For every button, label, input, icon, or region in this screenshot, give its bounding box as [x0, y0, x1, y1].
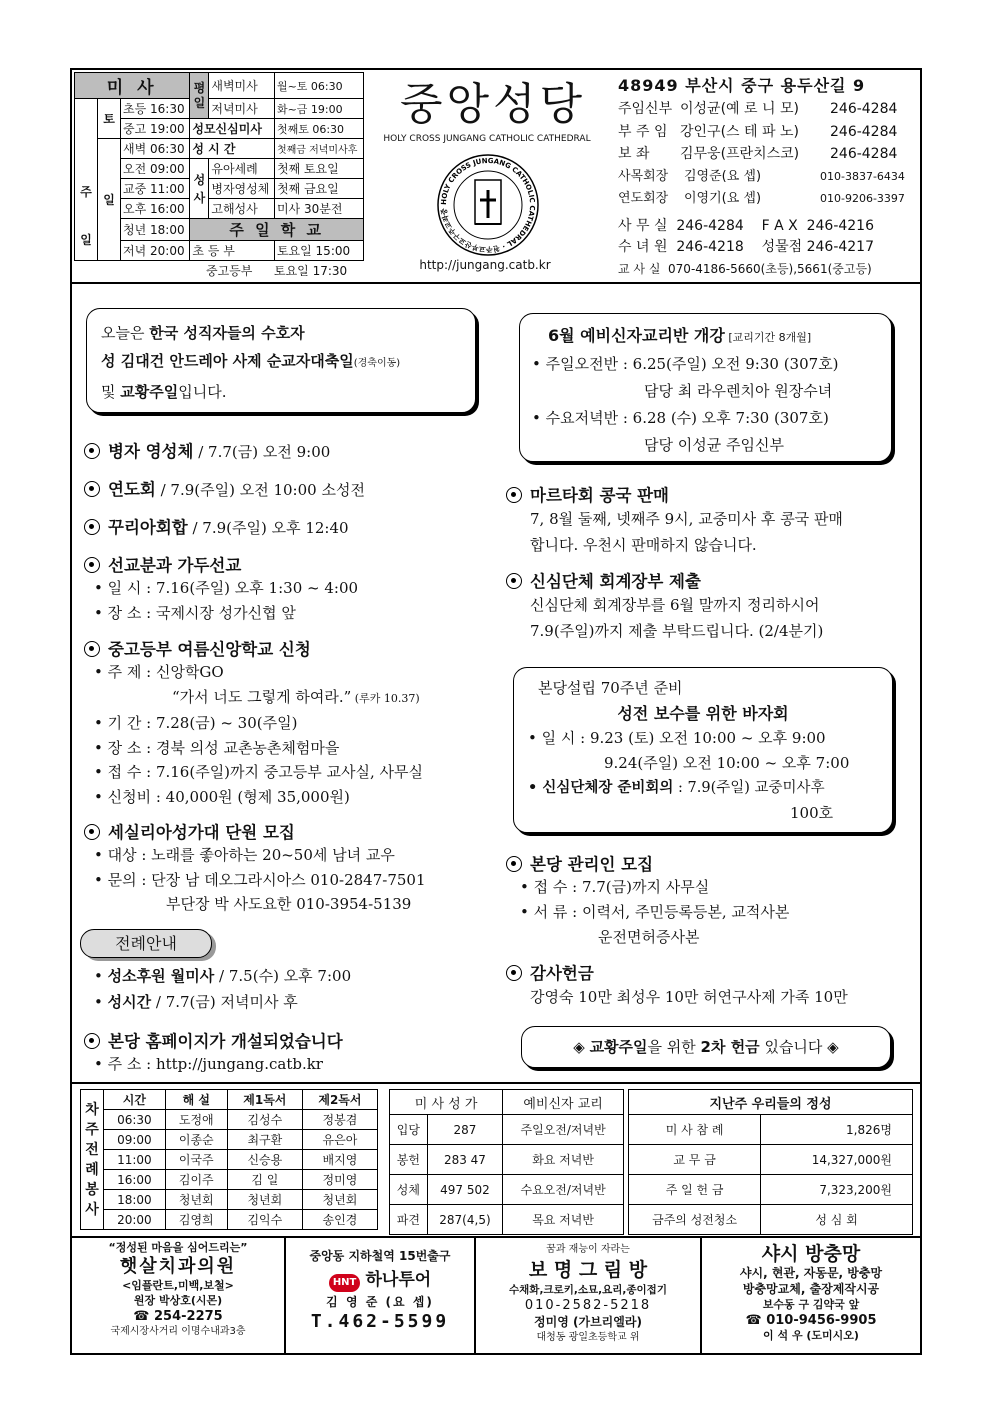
- school-time-1: 토요일 15:00: [274, 241, 363, 261]
- liturgy-vocation-mass: • 성소후원 월미사 / 7.5(수) 오후 7:00: [94, 967, 352, 985]
- manager-documents-2: 운전면허증사본: [598, 928, 700, 946]
- bullet-icon: [84, 1033, 100, 1049]
- bazaar-subtitle: 본당설립 70주년 준비: [538, 679, 683, 697]
- header-divider: [70, 282, 922, 284]
- offering-table: [628, 1089, 913, 1235]
- notice-manager-title: 본당 관리인 모집: [506, 851, 906, 875]
- catechumen-box: 6월 예비신자교리반 개강 [교리기간 8개월] • 주일오전반 : 6.25(주일) 오전 9:30 (307호) 담당 최 라우렌치아 원장수녀 • 수요저녁반 : 6.28 (수) 오후 7:30 (307호) 담당 이성균 주임신부: [519, 313, 892, 462]
- liturgy-holy-hour: • 성시간 / 7.7(금) 저녁미사 후: [94, 993, 298, 1011]
- service-header: 시간: [104, 1090, 166, 1110]
- staff-row: 사목회장 김영준(요 셉) 010-3837-6434: [618, 168, 905, 184]
- bullet-icon: [84, 443, 100, 459]
- bullet-icon: [506, 965, 522, 981]
- sat-row-2: 중고 19:00: [121, 119, 190, 139]
- sacrament-time-2: 첫째 금요일: [274, 179, 363, 199]
- choir-contact: • 문의 : 단장 남 데오그라시아스 010-2847-7501: [94, 870, 426, 889]
- bullet-icon: [84, 641, 100, 657]
- martha-line-2: 합니다. 우천시 판매하지 않습니다.: [530, 536, 757, 554]
- church-logo: [433, 150, 543, 260]
- service-header: 제1독서: [227, 1090, 302, 1110]
- service-side-label: 차 주 전 례 봉 사: [81, 1090, 104, 1230]
- footer-divider: [70, 1082, 922, 1084]
- table-row: 금주의 성전청소 성 심 회: [629, 1205, 913, 1235]
- offering-title: 지난주 우리들의 정성: [629, 1090, 913, 1115]
- catechumen-sunday-staff: 담당 최 라우렌치아 원장수녀: [644, 382, 833, 400]
- staff-list: [618, 98, 905, 211]
- saturday-label: 토: [98, 99, 121, 139]
- sacrament-time-1: 첫째 토요일: [274, 159, 363, 179]
- service-header: 제2독서: [302, 1090, 377, 1110]
- ledger-line-1: 신심단체 회계장부를 6월 말까지 정리하시어: [530, 596, 820, 614]
- staff-row: 연도회장 이영기(요 셉) 010-9206-3397: [618, 191, 905, 206]
- right-column-bottom: [506, 851, 906, 1011]
- table-row: 16:00 김이주 김 일 정미영: [81, 1170, 378, 1190]
- summer-register: • 접 수 : 7.16(주일)까지 중고등부 교사실, 사무실: [94, 763, 423, 781]
- summer-fee: • 신청비 : 40,000원 (형제 35,000원): [94, 787, 350, 806]
- sunday-label: 주 일: [75, 99, 98, 261]
- school-name-1: 초 등 부: [190, 241, 275, 261]
- mass-title: 미 사: [75, 73, 190, 99]
- bazaar-meeting: • 신심단체장 준비회의 : 7.9(주일) 교중미사후: [528, 780, 825, 796]
- sat-row-1: 초등 16:30: [121, 99, 190, 119]
- notice-memorial: 연도회 / 7.9(주일) 오전 10:00 소성전: [84, 476, 494, 500]
- sun-row-2: 오전 09:00: [121, 159, 190, 179]
- summer-period: • 기 간 : 7.28(금) ~ 30(주일): [94, 714, 298, 732]
- school-row-2: 중고등부 토요일 17:30: [206, 264, 348, 278]
- notice-curia: 꾸리아회합 / 7.9(주일) 오후 12:40: [84, 514, 494, 538]
- summer-quote: “가서 너도 그렇게 하여라.” (루카 10.37): [172, 687, 420, 706]
- staff-row: 부 주 임 강인구(스 테 파 노) 246-4284: [618, 123, 898, 140]
- holy-hour-name: 성 시 간: [190, 139, 275, 159]
- notice-ledger-title: 신심단체 회계장부 제출: [506, 568, 906, 592]
- summer-theme: • 주 제 : 신앙학GO: [94, 663, 224, 681]
- ad-window-screen: 샤시 방충망 샤시, 현관, 자동문, 방충망 방충망교체, 출장제작시공 보수동 구 김약국 앞 ☎ 010-9456-9905 이 석 우 (도미시오): [702, 1238, 920, 1353]
- holy-mass-name: 성모신심미사: [190, 119, 275, 139]
- notice-choir-title: 세실리아성가대 단원 모집: [84, 819, 494, 843]
- bazaar-room: 100호: [790, 804, 834, 822]
- ad-art-studio: 꿈과 재능이 자라는 보 명 그 림 방 수채화,크로키,소묘,요리,종이접기 010-2582-5218 정미영 (가브리엘라) 대청동 광일초등학교 위: [476, 1238, 702, 1353]
- right-column-top: [506, 482, 906, 644]
- bazaar-date-2: 9.24(주일) 오전 10:00 ~ 오후 7:00: [604, 754, 850, 772]
- table-row: 봉헌 283 47 화요 저녁반: [390, 1145, 624, 1175]
- sacrament-name-3: 고해성사: [209, 199, 275, 219]
- bullet-icon: [506, 573, 522, 589]
- sacrament-label: 성 사: [190, 159, 209, 219]
- sacrament-time-3: 미사 30분전: [274, 199, 363, 219]
- weekday-time-2: 화~금 19:00: [274, 99, 363, 119]
- travel-logo: HNT 하나투어: [286, 1270, 474, 1292]
- staff-row: 보 좌 김무웅(프란치스코) 246-4284: [618, 146, 898, 162]
- bullet-icon: [84, 824, 100, 840]
- liturgy-list: [94, 963, 351, 1015]
- intro-box: 오늘은 한국 성직자들의 수호자 성 김대건 안드레아 사제 순교자대축일(경축이동) 및 교황주일입니다.: [86, 308, 476, 413]
- notice-martha-title: 마르타회 콩국 판매: [506, 482, 906, 506]
- notice-mission-title: 선교분과 가두선교: [84, 552, 494, 576]
- ledger-line-2: 7.9(주일)까지 제출 부탁드립니다. (2/4분기): [530, 622, 824, 640]
- homepage-title: 본당 홈페이지가 개설되었습니다: [108, 1032, 343, 1051]
- catechumen-wednesday-staff: 담당 이성균 주임신부: [644, 436, 784, 454]
- notice-thanks-title: 감사헌금: [506, 960, 906, 984]
- office-phone: 사 무 실 246-4284 F A X 246-4216: [618, 218, 874, 234]
- table-row: 입당 287 주일오전/저녁반: [390, 1115, 624, 1145]
- table-row: 교 무 금 14,327,000원: [629, 1145, 913, 1175]
- catechumen-title: 6월 예비신자교리반 개강: [548, 326, 725, 345]
- sacrament-name-1: 유아세례: [209, 159, 275, 179]
- sunday-school-title: 주 일 학 교: [190, 219, 364, 241]
- bazaar-date-1: • 일 시 : 9.23 (토) 오전 10:00 ~ 오후 9:00: [528, 729, 826, 747]
- bazaar-box: [513, 667, 893, 833]
- choir-target: • 대상 : 노래를 좋아하는 20~50세 남녀 교우: [94, 846, 395, 864]
- ads-row: [72, 1238, 920, 1353]
- church-name: 중앙성당: [399, 79, 586, 130]
- ad-dental: “정성된 마음을 심어드리는” 햇살치과의원 <임플란트,미백,보철> 원장 박상호(시몬) ☎ 254-2275 국제시장사거리 이명수내과3층: [72, 1238, 286, 1353]
- notice-sick-communion: 병자 영성체 / 7.7(금) 오전 9:00: [84, 438, 494, 462]
- summer-place: • 장 소 : 경북 의성 교촌농촌체험마을: [94, 738, 340, 757]
- weekday-name-1: 새벽미사: [209, 73, 275, 99]
- choir-contact-2: 부단장 박 사도요한 010-3954-5139: [166, 895, 412, 913]
- sunday-sub-label: 일: [98, 139, 121, 261]
- sun-row-4: 오후 16:00: [121, 199, 190, 219]
- notice-summer-title: 중고등부 여름신앙학교 신청: [84, 636, 494, 660]
- mission-time: • 일 시 : 7.16(주일) 오후 1:30 ~ 4:00: [94, 579, 359, 597]
- table-row: 성체 497 502 수요오전/저녁반: [390, 1175, 624, 1205]
- bullet-icon: [84, 519, 100, 535]
- sun-row-5: 청년 18:00: [121, 219, 190, 241]
- table-row: 20:00 김영희 김익수 송인경: [81, 1210, 378, 1230]
- table-row: 파견 287(4,5) 목요 저녁반: [390, 1205, 624, 1235]
- weekday-time-1: 월~토 06:30: [274, 73, 363, 99]
- holy-hour-time: 첫째금 저녁미사후: [274, 139, 363, 159]
- teacher-phone: 교 사 실 070-4186-5660(초등),5661(중고등): [618, 262, 872, 276]
- ad-travel: 중앙동 지하철역 15번출구 HNT 하나투어 김 영 준 (요 셉) T.462-5599: [286, 1238, 476, 1353]
- martha-line-1: 7, 8월 둘째, 넷째주 9시, 교중미사 후 콩국 판매: [530, 510, 843, 528]
- left-column: [84, 438, 494, 917]
- logo-ring-text: HOLY CROSS JUNGANG CATHOLIC CATHEDRAL · 천주교부산교구주교좌중: [439, 156, 537, 254]
- bullet-icon: [84, 557, 100, 573]
- sacrament-name-2: 병자영성체: [209, 179, 275, 199]
- bazaar-title: 성전 보수를 위한 바자회: [617, 704, 789, 723]
- service-table: [80, 1089, 378, 1230]
- staff-row: 주임신부 이성균(예 로 니 모) 246-4284: [618, 101, 898, 117]
- liturgy-tag: 전례안내: [80, 929, 212, 958]
- weekday-label: 평 일: [190, 73, 209, 119]
- bullet-icon: [84, 481, 100, 497]
- homepage-url[interactable]: • 주 소 : http://jungang.catb.kr: [94, 1055, 323, 1073]
- table-row: 09:00 이종순 최구환 유은아: [81, 1130, 378, 1150]
- table-row: 11:00 이국주 신승용 배지영: [81, 1150, 378, 1170]
- choir-header: 예비신자 교리: [503, 1090, 624, 1115]
- church-url: http://jungang.catb.kr: [419, 258, 551, 272]
- choir-song-table: [389, 1089, 624, 1235]
- convent-phone: 수 녀 원 246-4218 성물점 246-4217: [618, 239, 875, 255]
- holy-mass-time: 첫째토 06:30: [274, 119, 363, 139]
- service-header: 해 설: [165, 1090, 227, 1110]
- svg-text:HOLY CROSS JUNGANG CATHOLIC CA: [433, 150, 536, 254]
- manager-receipt: • 접 수 : 7.7(금)까지 사무실: [520, 878, 710, 896]
- church-address: 48949 부산시 중구 용두산길 9: [618, 76, 866, 95]
- table-row: 미 사 참 례 1,826명: [629, 1115, 913, 1145]
- catechumen-sunday: • 주일오전반 : 6.25(주일) 오전 9:30 (307호): [532, 355, 839, 373]
- second-collection-box: ◈ 교황주일을 위한 2차 헌금 있습니다 ◈: [521, 1026, 891, 1068]
- phone-icon: ☎ 254-2275: [133, 1308, 223, 1324]
- bullet-icon: [506, 856, 522, 872]
- manager-documents: • 서 류 : 이력서, 주민등록등본, 교적사본: [520, 903, 790, 921]
- thanks-list: 강영숙 10만 최성우 10만 허연구사제 가족 10만: [530, 988, 848, 1006]
- choir-header: 미 사 성 가: [390, 1090, 503, 1115]
- homepage-notice: [84, 1028, 343, 1076]
- church-english-name: HOLY CROSS JUNGANG CATHOLIC CATHEDRAL: [383, 134, 591, 144]
- table-row: 주 일 헌 금 7,323,200원: [629, 1175, 913, 1205]
- sun-row-6: 저녁 20:00: [121, 241, 190, 261]
- mass-schedule: [74, 72, 364, 261]
- catechumen-wednesday: • 수요저녁반 : 6.28 (수) 오후 7:30 (307호): [532, 409, 829, 427]
- table-row: 06:30 도정애 김성수 정봉겸: [81, 1110, 378, 1130]
- sun-row-3: 교중 11:00: [121, 179, 190, 199]
- bullet-icon: [506, 487, 522, 503]
- table-row: 18:00 청년회 청년회 청년회: [81, 1190, 378, 1210]
- sun-row-1: 새벽 06:30: [121, 139, 190, 159]
- mission-place: • 장 소 : 국제시장 성가신협 앞: [94, 604, 296, 622]
- phone-icon: ☎ 010-9456-9905: [745, 1312, 877, 1328]
- weekday-name-2: 저녁미사: [209, 99, 275, 119]
